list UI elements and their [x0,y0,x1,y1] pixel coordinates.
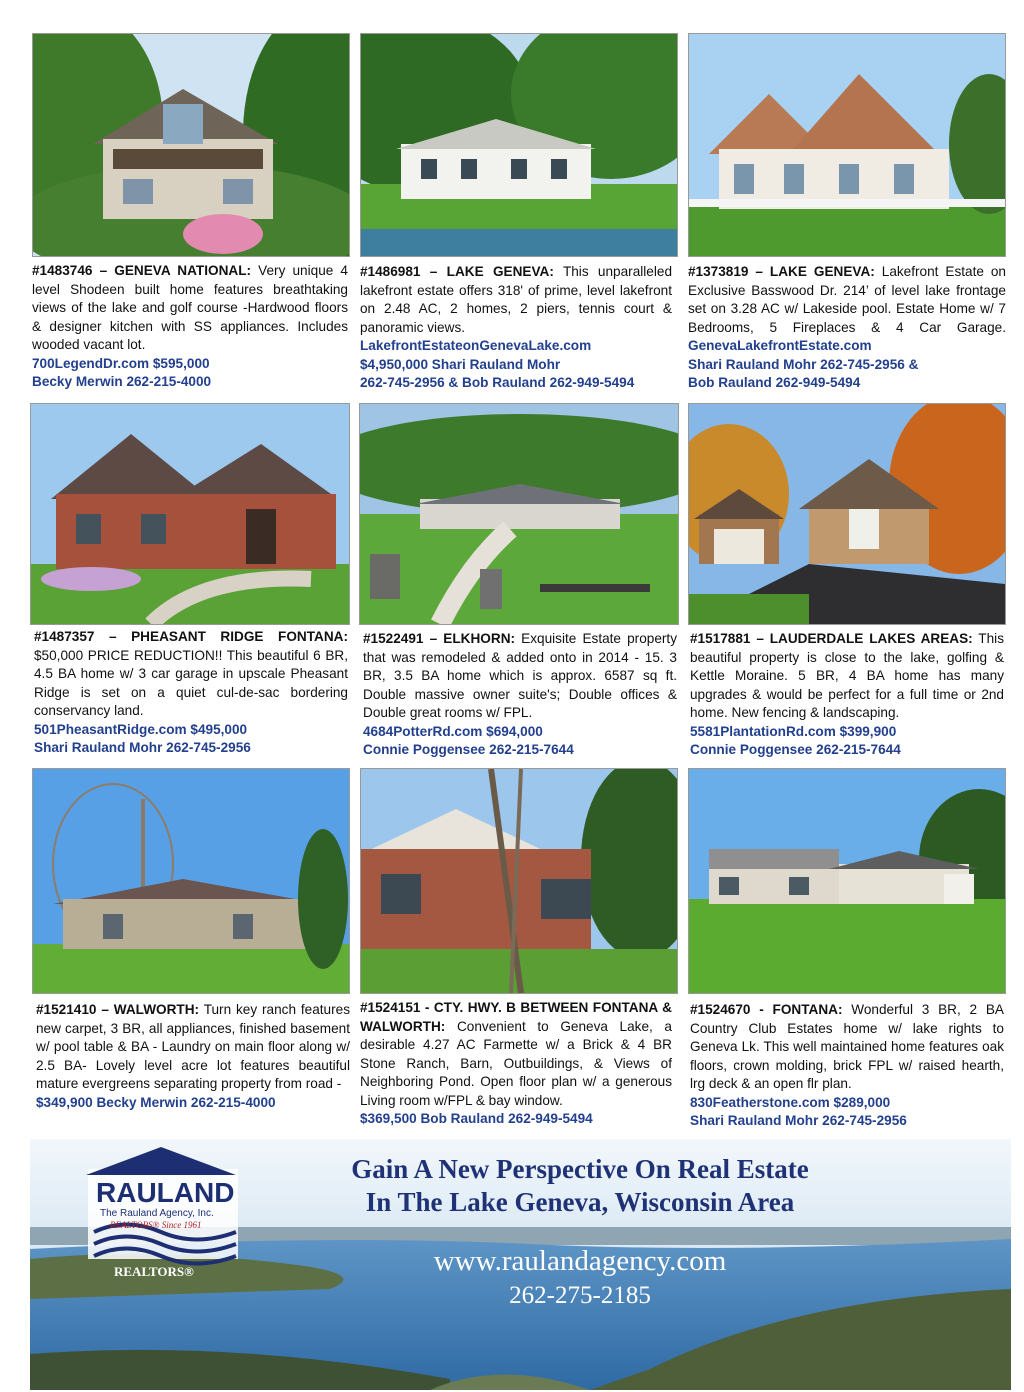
logo-since: REALTORS® Since 1961 [110,1220,202,1230]
listing-photo [688,33,1006,257]
listing-agent-phones: 262-745-2956 & Bob Rauland 262-949-5494 [360,375,635,390]
listing-text [363,630,677,760]
rauland-logo [86,1147,256,1267]
listing-price-agent: $349,900 Becky Merwin 262-215-4000 [36,1094,276,1110]
listing-price-agent: $4,950,000 Shari Rauland Mohr [360,356,561,372]
listing-description: $50,000 PRICE REDUCTION!! This beautiful 6 BR, 4.5 BA home w/ 3 car garage in upscale Pheasant Ridge is set on a quiet cul-de-sac bordering conservancy land. [34,647,348,718]
listing-photo [688,403,1006,625]
listing-text [690,630,1004,760]
listing-agent: Shari Rauland Mohr 262-745-2956 [34,740,251,755]
listing-photo [32,33,350,257]
listing-agent: Becky Merwin 262-215-4000 [32,374,212,389]
listing-id: #1522491 – ELKHORN: [363,631,516,646]
listing-photo [360,33,678,257]
listing-description: Very unique 4 level Shodeen built home features breathtaking views of the lake and golf course -Hardwood floors & designer kitchen with SS appliances. Includes wooded vacant lot. [32,263,348,352]
logo-name: RAULAND [96,1177,235,1208]
listing-photo [32,768,350,994]
listing-text [36,1001,350,1112]
agency-website[interactable]: www.raulandagency.com [433,1245,727,1277]
listing-website-price[interactable]: 700LegendDr.com $595,000 [32,355,210,371]
listing-text [690,1001,1004,1131]
listing-description: Turn key ranch features new carpet, 3 BR, all appliances, finished basement w/ pool table & BA - Laundry on main floor along w/ 2.5 BA- Lovely level acre lot features beautiful mature evergreens separating property from road - [36,1002,350,1091]
listing-id: #1517881 – LAUDERDALE LAKES AREAS: [690,631,973,646]
listing-website-price[interactable]: 4684PotterRd.com $694,000 [363,723,543,739]
listing-description: Wonderful 3 BR, 2 BA Country Club Estates home w/ lake rights to Geneva Lk. This well maintained home features oak floors, crown molding, brick FPL w/ raised hearth, lrg deck & an open flr plan. [690,1002,1004,1091]
listing-text [360,263,672,393]
listing-id: #1373819 – LAKE GENEVA: [688,264,875,279]
listing-description: This beautiful property is close to the lake, golfing & Kettle Moraine. 5 BR, 4 BA home has many upgrades & would be perfect for a full time or 2nd home. New fencing & landscaping. [690,631,1004,720]
listing-website-price[interactable]: 830Featherstone.com $289,000 [690,1094,891,1110]
logo-subtitle: The Rauland Agency, Inc. [100,1208,214,1219]
listing-photo [360,768,678,994]
listing-description: Convenient to Geneva Lake, a desirable 4.27 AC Farmette w/ a Brick & 4 BR Stone Ranch, Barn, Outbuildings, & Views of Neighboring Pond. Open floor plan w/ a generous Living room w/FPL & bay window. [360,1018,672,1108]
headline-line-2: In The Lake Geneva, Wisconsin Area [365,1187,795,1217]
listing-agent: Connie Poggensee 262-215-7644 [690,742,901,757]
listing-website[interactable]: GenevaLakefrontEstate.com [688,338,872,353]
listing-text [32,262,348,392]
listing-photo [359,403,679,625]
listing-agent: Connie Poggensee 262-215-7644 [363,742,574,757]
headline-line-1: Gain A New Perspective On Real Estate [351,1154,809,1184]
listing-website-price[interactable]: 5581PlantationRd.com $399,900 [690,723,897,739]
agency-phone: 262-275-2185 [509,1282,651,1309]
listing-id: #1487357 – PHEASANT RIDGE FONTANA: [34,629,348,644]
listing-description: Exquisite Estate property that was remodeled & added onto in 2014 - 15. 3 BR, 3.5 BA home which is approx. 6587 sq ft. Double massive owner suite's; Double offices & Double great rooms w/ FPL. [363,631,677,720]
listing-id: #1483746 – GENEVA NATIONAL: [32,263,252,278]
listing-id: #1486981 – LAKE GENEVA: [360,264,554,279]
listing-description: This unparalleled lakefront estate offers 318' of prime, level lakefront on 2.48 AC, 2 homes, 2 piers, tennis court & panoramic views. [360,264,672,335]
listing-price-agent: $369,500 Bob Rauland 262-949-5494 [360,1111,593,1126]
listing-text [360,999,672,1129]
listing-text [688,263,1006,393]
listing-agent: Shari Rauland Mohr 262-745-2956 [690,1113,907,1128]
agency-banner [30,1139,1011,1390]
listing-agent-2: Bob Rauland 262-949-5494 [688,375,861,390]
listing-agent: Shari Rauland Mohr 262-745-2956 & [688,356,919,372]
listing-id: #1521410 – WALWORTH: [36,1002,200,1017]
listing-photo [688,768,1006,994]
listing-description: Lakefront Estate on Exclusive Basswood Dr. 214’ of level lake frontage set on 3.28 AC w/ Lakeside pool. Estate Home w/ 7 Bedrooms, 5 Fireplaces & 4 Car Garage. [688,264,1006,335]
listing-website[interactable]: LakefrontEstateonGenevaLake.com [360,338,592,353]
listing-id: #1524670 - FONTANA: [690,1002,843,1017]
realtors-label: REALTORS® [114,1264,194,1279]
listing-id: #1524151 - CTY. HWY. B BETWEEN FONTANA & WALWORTH: [360,1000,672,1034]
listing-text [34,628,348,758]
listing-photo [30,403,350,625]
listing-website-price[interactable]: 501PheasantRidge.com $495,000 [34,721,248,737]
